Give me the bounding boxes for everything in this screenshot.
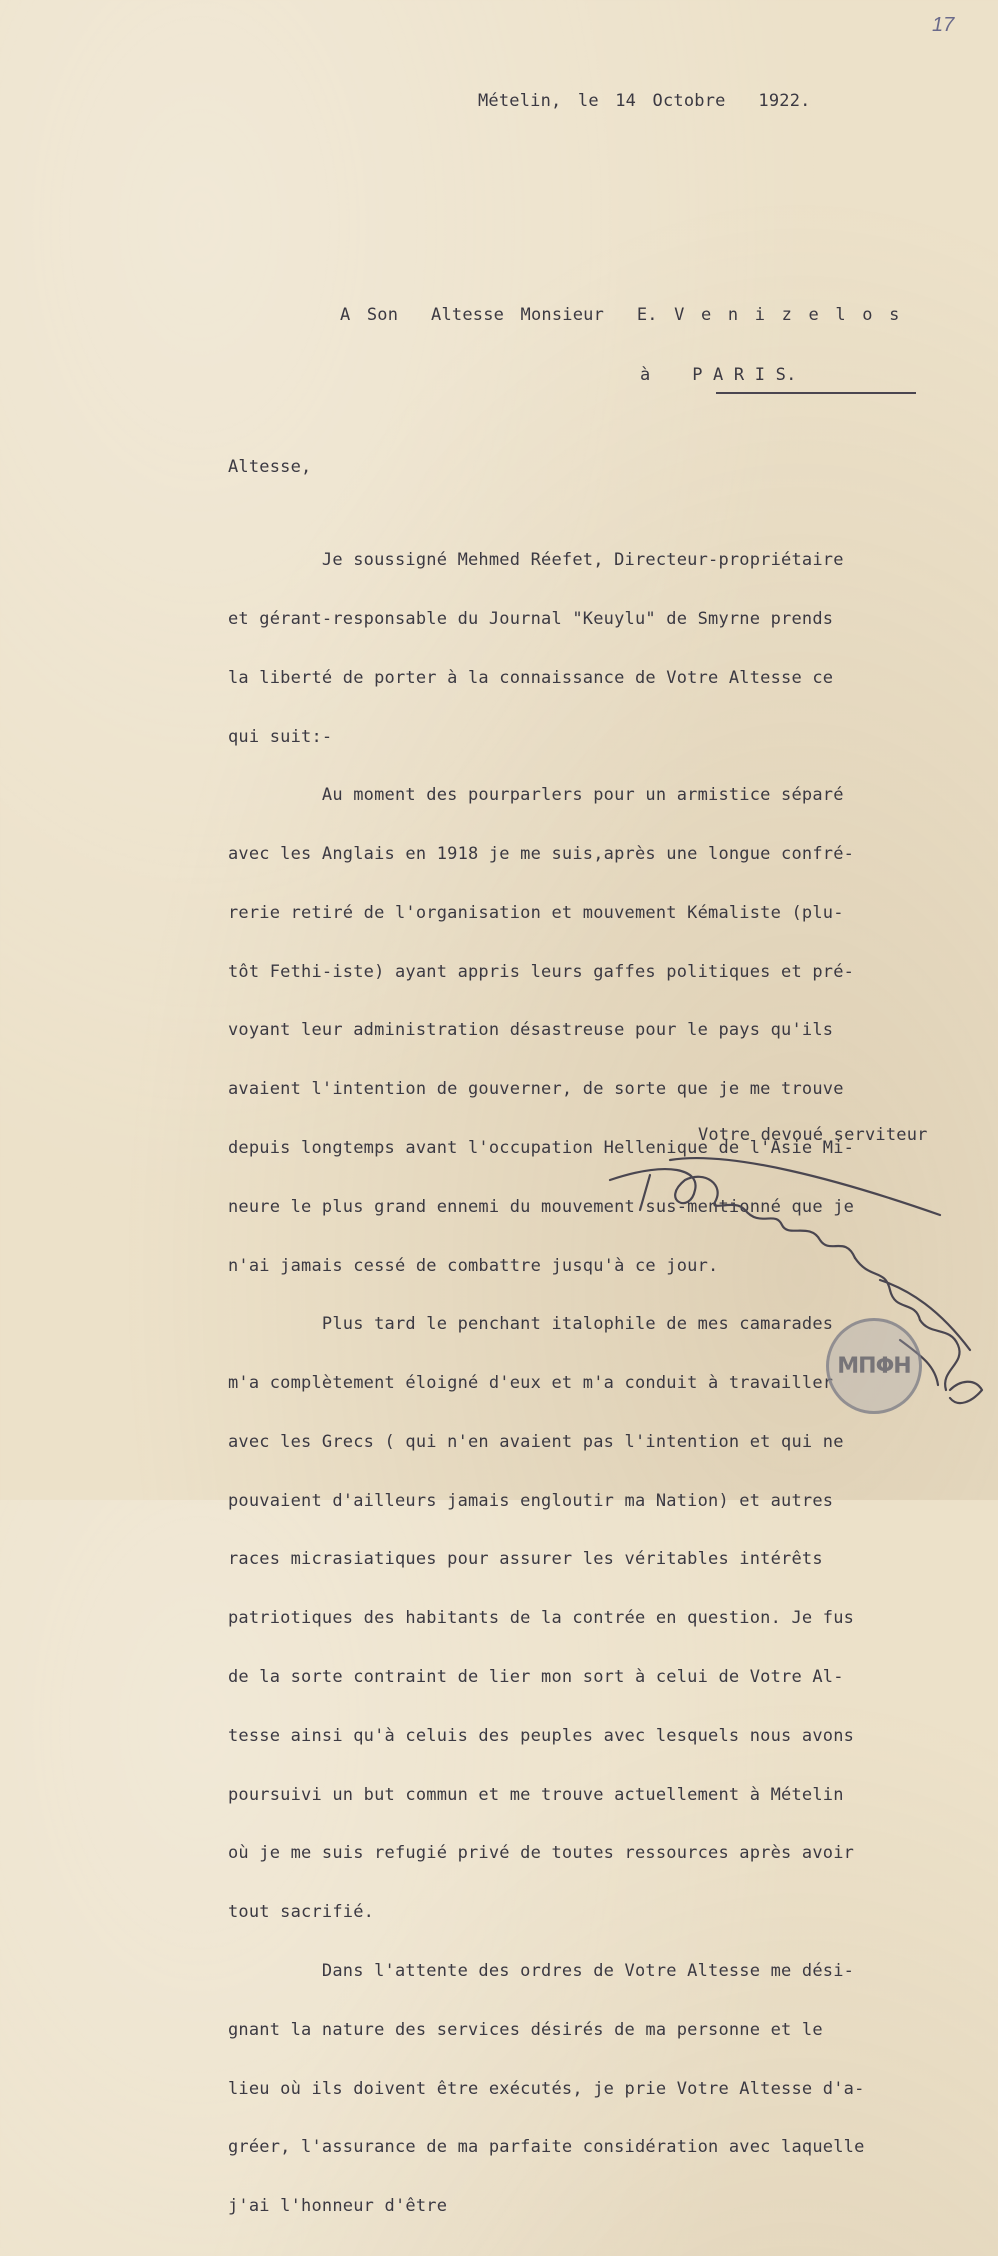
body-line: races micrasiatiques pour assurer les véritables intérêts (228, 1549, 823, 1570)
body-line: qui suit:- (228, 726, 333, 747)
city-underline (716, 392, 916, 394)
body-line: avec les Grecs ( qui n'en avaient pas l'intention et qui ne (228, 1431, 844, 1452)
body-line: lieu où ils doivent être exécutés, je prie Votre Altesse d'a- (228, 2078, 865, 2099)
city-name: P A R I S. (692, 365, 797, 385)
body-line: Au moment des pourparlers pour un armistice séparé (228, 785, 844, 806)
body-line: patriotiques des habitants de la contrée en question. Je fus (228, 1608, 855, 1629)
body-line: Dans l'attente des ordres de Votre Altesse me dési- (228, 1960, 855, 1981)
body-line: Je soussigné Mehmed Réefet, Directeur-propriétaire (228, 550, 844, 571)
body-line: Plus tard le penchant italophile de mes camarades (228, 1314, 834, 1335)
body-line: tôt Fethi-iste) ayant appris leurs gaffes politiques et pré- (228, 961, 855, 982)
body-line: n'ai jamais cessé de combattre jusqu'à ce jour. (228, 1255, 719, 1276)
body-line: de la sorte contraint de lier mon sort à celui de Votre Al- (228, 1667, 844, 1688)
body-line: la liberté de porter à la connaissance de Votre Altesse ce (228, 667, 834, 688)
body-line: neure le plus grand ennemi du mouvement sus-mentionné que je (228, 1196, 855, 1217)
body-line: m'a complètement éloigné d'eux et m'a conduit à travailler (228, 1373, 834, 1394)
addressee-line: A Son Altesse Monsieur E. V e n i z e l o s (340, 305, 900, 325)
folio-number: 17 (932, 14, 955, 36)
body-line: gnant la nature des services désirés de ma personne et le (228, 2019, 823, 2040)
body-line: et gérant-responsable du Journal "Keuylu" de Smyrne prends (228, 608, 834, 629)
body-line: où je me suis refugié privé de toutes ressources après avoir (228, 1843, 855, 1864)
archive-stamp: ΜΠΦΗ (826, 1318, 922, 1414)
date-line: Mételin, le 14 Octobre 1922. (478, 91, 811, 111)
body-line: tesse ainsi qu'à celuis des peuples avec lesquels nous avons (228, 1725, 855, 1746)
body-line: rerie retiré de l'organisation et mouvement Kémaliste (plu- (228, 902, 844, 923)
body-line: avaient l'intention de gouverner, de sorte que je me trouve (228, 1079, 844, 1100)
handwritten-signature (520, 1140, 990, 1440)
body-line: voyant leur administration désastreuse pour le pays qu'ils (228, 1020, 834, 1041)
body-line: avec les Anglais en 1918 je me suis,après une longue confré- (228, 844, 855, 865)
addressee-city (640, 366, 797, 386)
body-line: tout sacrifié. (228, 1902, 375, 1923)
body-line: gréer, l'assurance de ma parfaite considération avec laquelle (228, 2137, 865, 2158)
salutation: Altesse, (228, 457, 312, 477)
body-line: pouvaient d'ailleurs jamais engloutir ma Nation) et autres (228, 1490, 834, 1511)
city-prefix: à (640, 365, 651, 385)
body-line: depuis longtemps avant l'occupation Hellenique de l'Asie Mi- (228, 1138, 855, 1158)
body-line: poursuivi un but commun et me trouve actuellement à Mételin (228, 1784, 844, 1805)
closing-line: Votre devoué serviteur (698, 1125, 928, 1145)
body-line: j'ai l'honneur d'être (228, 2196, 448, 2217)
